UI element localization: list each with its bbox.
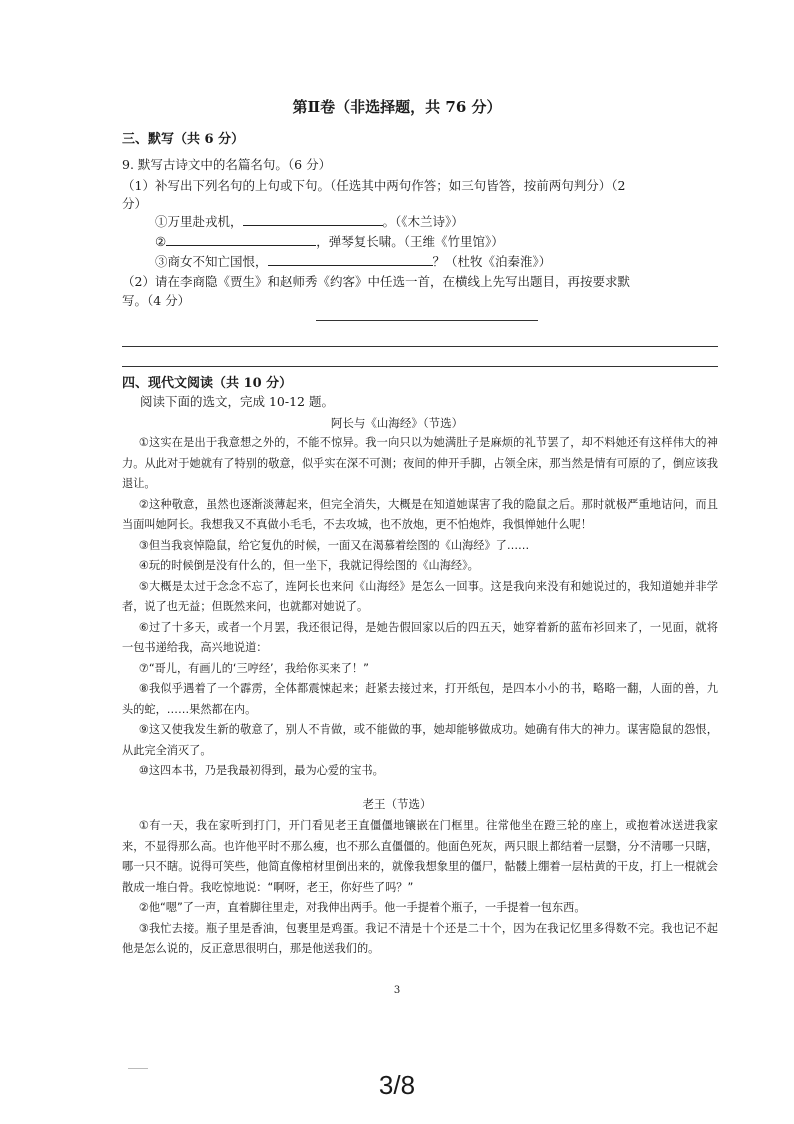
passage-1-paragraph: ①这实在是出于我意想之外的，不能不惊异。我一向只以为她满肚子是麻烦的礼节罢了，却不料她还有这样伟大的神力。从此对于她就有了特别的敬意，似乎实在深不可测；夜间的伸开手脚，占领全床，那当然是情有可原的了，倒应该我退让。 xyxy=(122,436,718,490)
answer-blank-1[interactable] xyxy=(243,213,383,226)
passage-1-title: 阿长与《山海经》（节选） xyxy=(330,416,464,430)
answer-line-2[interactable] xyxy=(122,366,718,367)
passage-1-paragraph: ④玩的时候倒是没有什么的，但一坐下，我就记得绘图的《山海经》。 xyxy=(138,559,479,572)
passage-2-body xyxy=(122,816,718,960)
sub-question-1-line-2: 分） xyxy=(122,196,148,211)
recite-item-1-prompt: ①万里赴戎机， xyxy=(155,214,243,229)
sub-question-2-line-1: （2）请在李商隐《贾生》和赵师秀《约客》中任选一首，在横线上先写出题目，再按要求默 xyxy=(122,274,630,289)
sub-question-2-line-2: 写。（4 分） xyxy=(122,293,191,308)
section-3-heading: 三、默写（共 6 分） xyxy=(122,132,245,147)
passage-2-title: 老王（节选） xyxy=(362,797,432,811)
recite-item-1-source: 。（《木兰诗》） xyxy=(382,214,464,229)
passage-1-paragraph: ⑨这又使我发生新的敬意了，别人不肯做，或不能做的事，她却能够做成功。她确有伟大的神力。谋害隐鼠的怨恨，从此完全消灭了。 xyxy=(122,723,718,757)
sub-question-1-line-1: （1）补写出下列名句的上句或下句。（任选其中两句作答；如三句皆答，按前两句判分）（2 xyxy=(122,178,626,193)
recite-item-2-source: ，弹琴复长啸。（王维《竹里馆》） xyxy=(316,234,504,249)
answer-line-1[interactable] xyxy=(122,346,718,347)
question-9: 9. 默写古诗文中的名篇名句。（6 分） xyxy=(122,157,332,172)
scan-mark xyxy=(128,1068,148,1069)
page-counter: 3/8 xyxy=(378,1070,416,1100)
answer-blank-2[interactable] xyxy=(166,233,316,246)
passage-1-paragraph: ⑩这四本书，乃是我最初得到，最为心爱的宝书。 xyxy=(138,764,384,777)
recite-item-3 xyxy=(155,252,551,270)
recite-item-3-prompt: ③商女不知亡国恨， xyxy=(155,254,268,269)
passage-1-paragraph: ③但当我哀悼隐鼠，给它复仇的时候，一面又在渴慕着绘图的《山海经》了…… xyxy=(138,538,530,552)
passage-2-paragraph: ②他“嗯”了一声，直着脚往里走，对我伸出两手。他一手提着个瓶子，一手提着一包东西。 xyxy=(138,901,586,914)
page-number: 3 xyxy=(393,985,401,996)
passage-1-paragraph: ⑧我似乎遇着了一个霹雳，全体都震悚起来；赶紧去接过来，打开纸包，是四本小小的书，略略一翻，人面的兽，九头的蛇，……果然都在内。 xyxy=(122,682,718,716)
recite-item-1 xyxy=(155,212,464,230)
passage-1-paragraph: ⑤大概是太过于念念不忘了，连阿长也来问《山海经》是怎么一回事。这是我向来没有和她说过的，我知道她并非学者，说了也无益；但既然来问，也就都对她说了。 xyxy=(122,579,718,613)
recite-item-2 xyxy=(155,232,504,250)
passage-1-paragraph: ⑥过了十多天，或者一个月罢，我还很记得，是她告假回家以后的四五天，她穿着新的蓝布衫回来了，一见面，就将一包书递给我，高兴地说道： xyxy=(122,620,718,654)
passage-1-paragraph: ⑦“哥儿，有画儿的‘三哼经’，我给你买来了！” xyxy=(138,661,369,675)
section-4-heading: 四、现代文阅读（共 10 分） xyxy=(122,376,293,391)
exam-part-title: 第Ⅱ卷（非选择题，共 76 分） xyxy=(292,98,502,116)
recite-item-2-prompt: ② xyxy=(155,234,167,249)
poem-title-line[interactable] xyxy=(316,320,538,321)
reading-instruction: 阅读下面的选文，完成 10-12 题。 xyxy=(140,394,334,409)
recite-item-3-source: ？（杜牧《泊秦淮》） xyxy=(432,254,552,269)
answer-blank-3[interactable] xyxy=(268,253,433,266)
passage-2-paragraph: ①有一天，我在家听到打门，开门看见老王直僵僵地镶嵌在门框里。往常他坐在蹬三轮的座上，或抱着冰送进我家来，不显得那么高。也许他平时不那么瘦，也不那么直僵僵的。他面色死灰，两只眼上都结着一层翳，分不清哪一只瞎，哪一只不瞎。说得可笑些，他简直像棺材里倒出来的，就像我想象里的僵尸，骷髅上绷着一层枯黄的干皮，打上一棍就会散成一堆白骨。我吃惊地说：“啊呀，老王，你好些了吗？” xyxy=(122,819,718,894)
passage-1-body xyxy=(122,433,718,782)
passage-1-paragraph: ②这种敬意，虽然也逐渐淡薄起来，但完全消失，大概是在知道她谋害了我的隐鼠之后。那时就极严重地诘问，而且当面叫她阿长。我想我又不真做小毛毛，不去攻城，也不放炮，更不怕炮炸，我惧惮她什么呢！ xyxy=(122,497,718,531)
passage-2-paragraph: ③我忙去接。瓶子里是香油，包裹里是鸡蛋。我记不清是十个还是二十个，因为在我记忆里多得数不完。我也记不起他是怎么说的，反正意思很明白，那是他送我们的。 xyxy=(122,921,718,955)
